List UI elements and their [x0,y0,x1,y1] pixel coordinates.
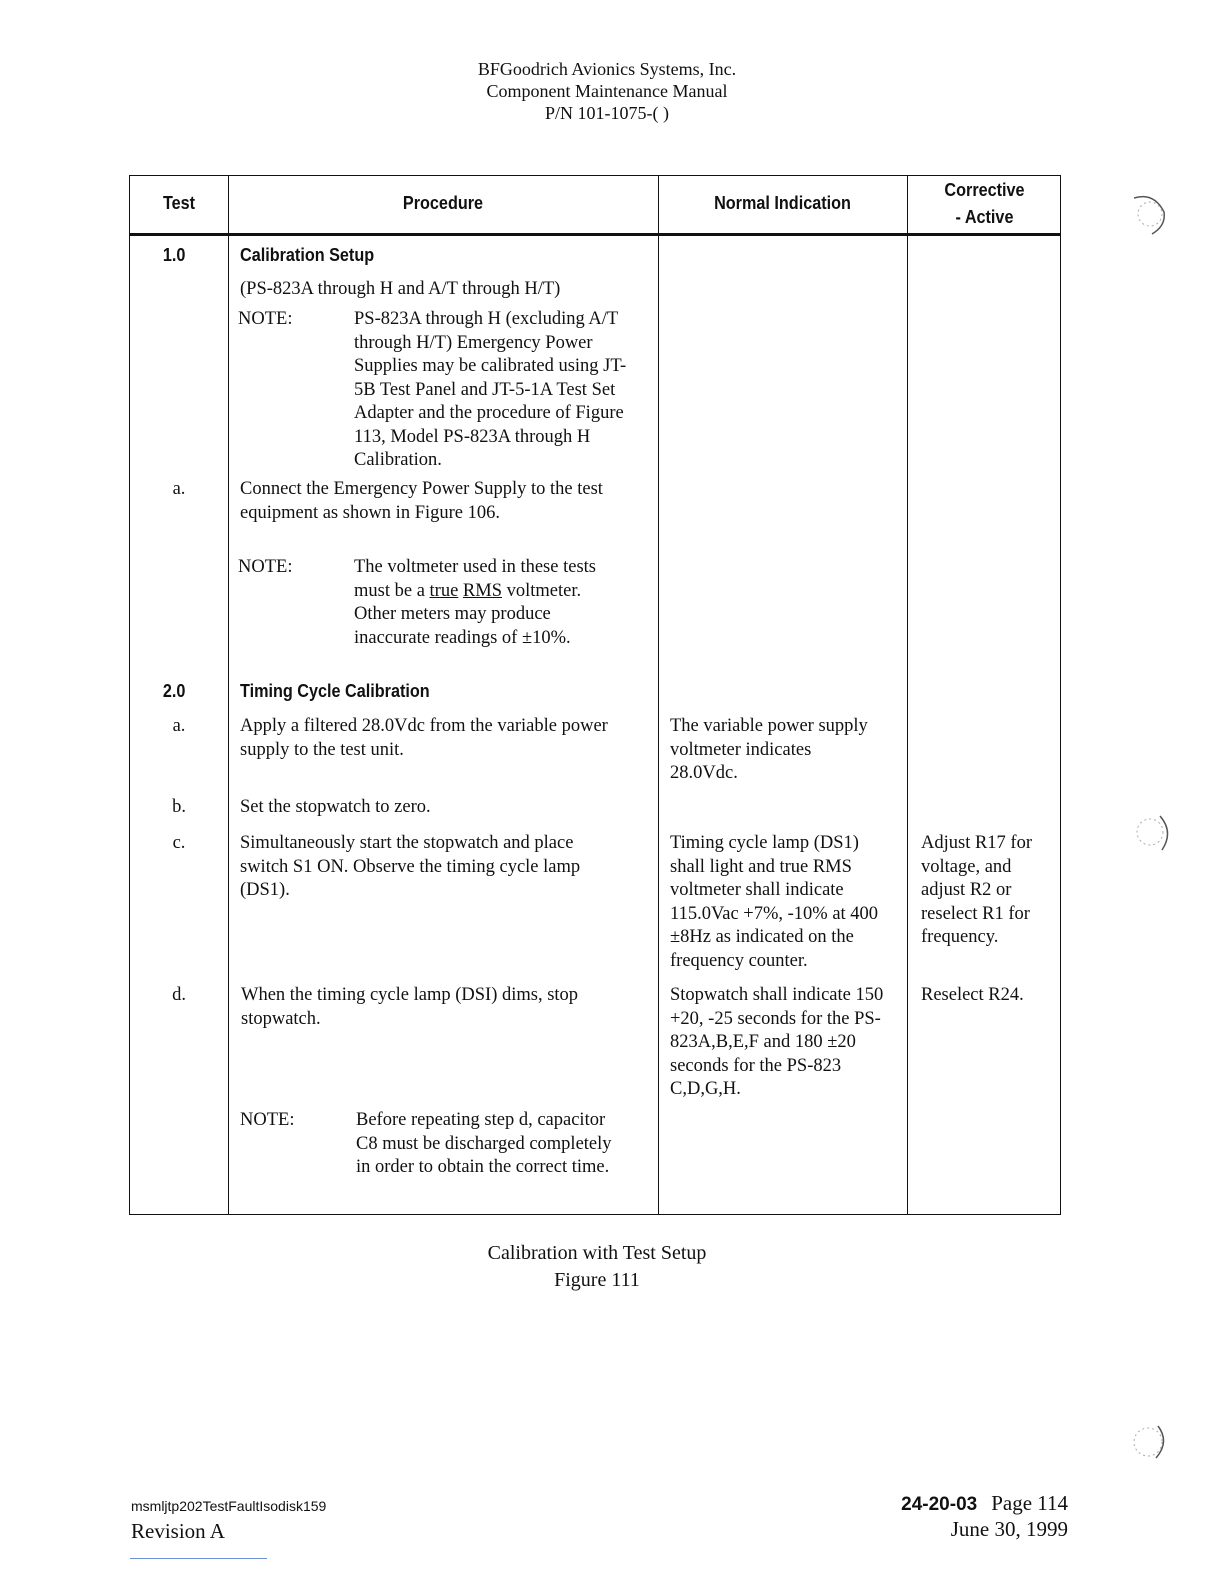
step-text: Connect the Emergency Power Supply to the test equipment as shown in Figure 106. [240,479,603,523]
footer-rule [130,1558,267,1559]
punch-hole [1124,1418,1170,1464]
step-label: b. [172,797,186,817]
header-procedure: Procedure [402,193,484,213]
revision-date: June 30, 1999 [950,1517,1068,1541]
header-test: Test [162,193,196,213]
step-label: c. [172,833,186,853]
note-label: NOTE: [238,557,293,577]
step-text: When the timing cycle lamp (DSI) dims, stop stopwatch. [241,985,579,1029]
manual-title: Component Maintenance Manual [486,81,728,101]
punch-hole [1126,810,1172,856]
note-label: NOTE: [238,309,293,329]
normal-indication-text: Timing cycle lamp (DS1) shall light and true RMS voltmeter shall indicate 115.0Vac +7%, -10% at 400 ±8Hz as indicated on the frequency counter. [670,833,879,971]
header-normal-indication: Normal Indication [714,193,851,213]
file-name: msmljtp202TestFaultIsodisk159 [131,1498,327,1514]
step-label: a. [172,479,186,499]
figure-caption [0,1240,1224,1294]
step-number: 2.0 [162,681,186,701]
calibration-table [129,175,1061,1215]
section-subtitle: (PS-823A through H and A/T through H/T) [240,279,561,299]
company-name: BFGoodrich Avionics Systems, Inc. [477,59,737,79]
page-number: Page 114 [991,1491,1068,1515]
header-corrective: Corrective [944,180,1025,200]
step-number: 1.0 [162,245,186,265]
header-active: - Active [955,207,1014,227]
part-number: P/N 101-1075-( ) [545,103,669,123]
corrective-action-text: Adjust R17 for voltage, and adjust R2 or reselect R1 for frequency. [921,833,1032,947]
normal-indication-text: The variable power supply voltmeter indicates 28.0Vdc. [670,716,868,783]
note-text: The voltmeter used in these tests must be a true RMS voltmeter. Other meters may produce inaccurate readings of ±10%. [354,557,596,648]
column-divider [658,176,659,1214]
section-title: Calibration Setup [240,245,375,265]
chapter-code: 24-20-03 [901,1494,978,1515]
step-label: a. [172,716,186,736]
document-header [0,58,1224,124]
section-title: Timing Cycle Calibration [240,681,430,701]
normal-indication-text: Stopwatch shall indicate 150 +20, -25 seconds for the PS- 823A,B,E,F and 180 ±20 seconds for the PS-823 C,D,G,H. [670,985,884,1099]
step-text: Simultaneously start the stopwatch and place switch S1 ON. Observe the timing cycle lamp (DS1). [240,833,581,900]
figure-number: Figure 111 [554,1269,640,1291]
note-text: PS-823A through H (excluding A/T through H/T) Emergency Power Supplies may be calibrated using JT- 5B Test Panel and JT-5-1A Test Set Adapter and the procedure of Figure 113, Model PS-823A through H Calibration. [354,309,627,470]
step-label: d. [172,985,186,1005]
note-label: NOTE: [240,1110,295,1130]
step-text: Set the stopwatch to zero. [240,797,431,817]
revision: Revision A [131,1519,225,1543]
figure-title: Calibration with Test Setup [487,1242,707,1264]
corrective-action-text: Reselect R24. [921,985,1024,1005]
punch-hole [1124,190,1170,236]
header-rule [130,233,1060,236]
step-text: Apply a filtered 28.0Vdc from the variable power supply to the test unit. [240,716,608,760]
column-divider [228,176,229,1214]
column-divider [907,176,908,1214]
page-reference [901,1491,1068,1516]
note-text: Before repeating step d, capacitor C8 must be discharged completely in order to obtain the correct time. [356,1110,612,1177]
